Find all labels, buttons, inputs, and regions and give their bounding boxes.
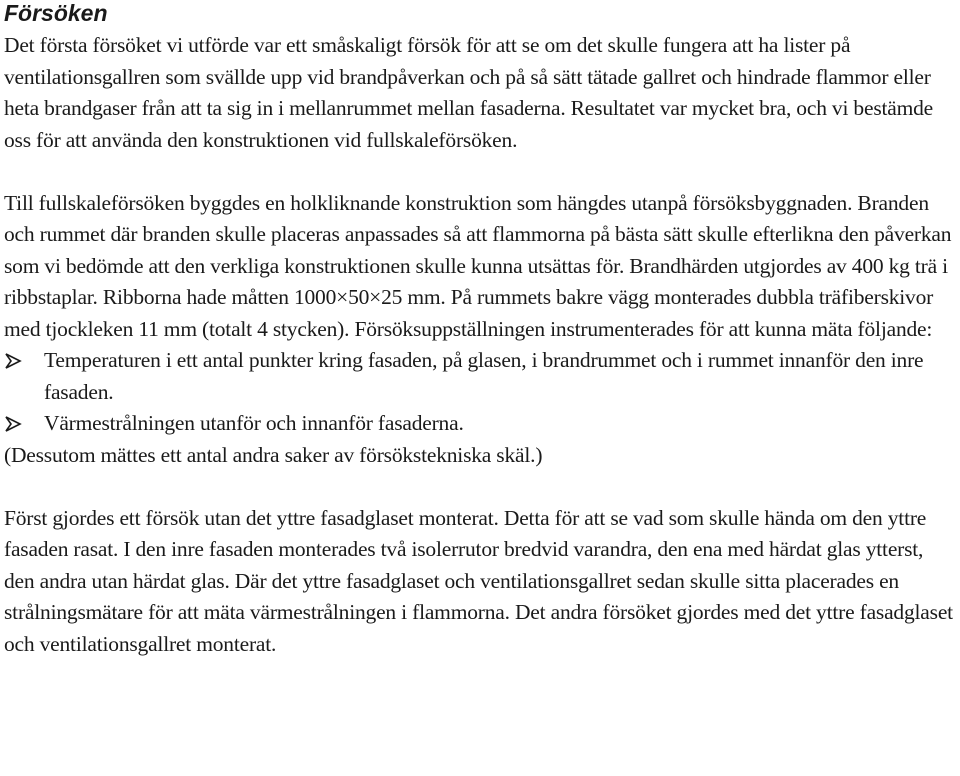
paragraph-small-scale-test: Det första försöket vi utförde var ett småskaligt försök för att se om det skulle fungera att ha lister på ventilationsgallren som svällde upp vid brandpåverkan och på så sätt tätade gallret och hindrade flammor eller heta brandgaser från att ta sig in i mellanrummet mellan fasaderna. Resultatet var mycket bra, och vi bestämde oss för att använda den konstruktionen vid fullskaleförsöken. [4, 33, 934, 152]
paragraph-full-scale-setup: Till fullskaleförsöken byggdes en holkliknande konstruktion som hängdes utanpå försöksbyggnaden. Branden och rummet där branden skulle placeras anpassades så att flammorna på bästa sätt skulle efterlikna den påverkan som vi bedömde att den verkliga konstruktionen skulle kunna utsättas för. Brandhärden utgjordes av 400 kg trä i ribbstaplar. Ribborna hade måtten 1000×50×25 mm. På rummets bakre vägg monterades dubbla träfiberskivor med tjockleken 11 mm (totalt 4 stycken). Försöksuppställningen instrumenterades för att kunna mäta följande: [4, 190, 952, 341]
measurement-list [4, 345, 956, 440]
list-item-text: Temperaturen i ett antal punkter kring fasaden, på glasen, i brandrummet och i rummet innanför den inre fasaden. [44, 348, 924, 404]
list-item-text: Värmestrålningen utanför och innanför fasaderna. [44, 411, 464, 435]
paragraph-gap [4, 156, 956, 188]
arrowhead-bullet-icon [4, 415, 22, 433]
arrowhead-bullet-icon [4, 352, 22, 370]
paragraph-test-procedure: Först gjordes ett försök utan det yttre fasadglaset monterat. Detta för att se vad som skulle hända om den yttre fasaden rasat. I den inre fasaden monterades två isolerrutor bredvid varandra, den ena med härdat glas ytterst, den andra utan härdat glas. Där det yttre fasadglaset och ventilationsgallret sedan skulle sitta placerades en strålningsmätare för att mäta värmestrålningen i flammorna. Det andra försöket gjordes med det yttre fasadglaset och ventilationsgallret monterat. [4, 505, 953, 656]
section-heading: Försöken [4, 0, 108, 26]
paragraph-gap [4, 471, 956, 503]
paragraph-additional-measurements: (Dessutom mättes ett antal andra saker av försökstekniska skäl.) [4, 442, 543, 467]
document-page [4, 0, 956, 660]
list-item-radiation [4, 408, 956, 440]
list-item-temperature [4, 345, 956, 408]
